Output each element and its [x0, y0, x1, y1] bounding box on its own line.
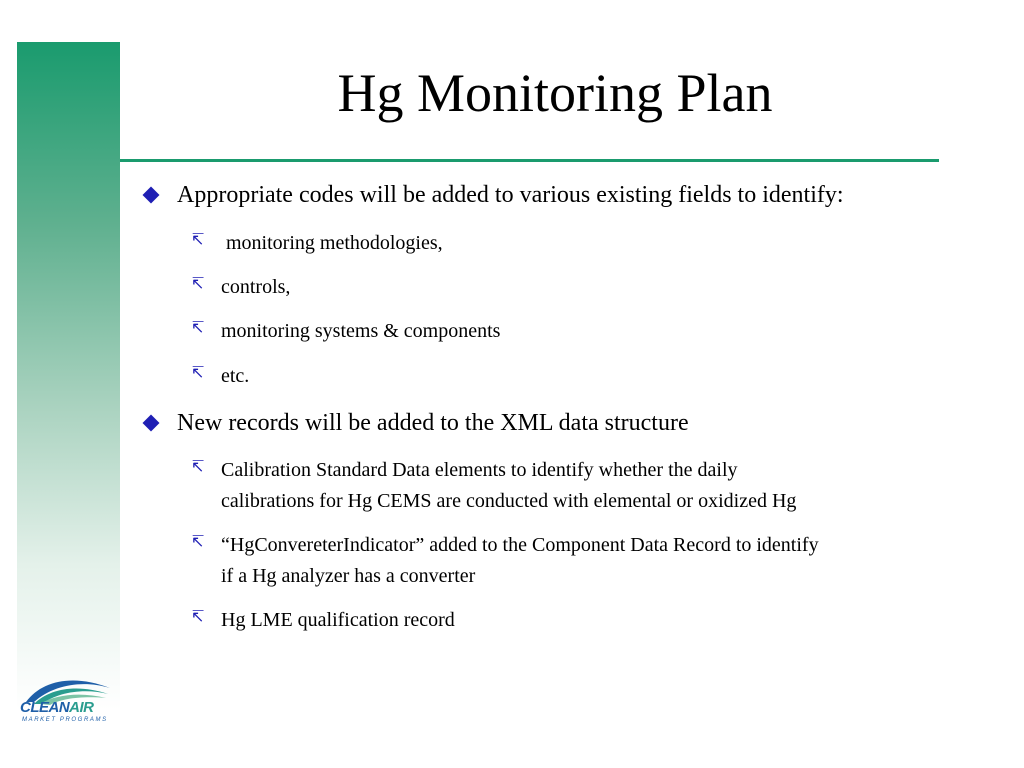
logo-wordmark — [20, 700, 94, 716]
slide-title: Hg Monitoring Plan — [337, 63, 773, 123]
sub-bullet-text: Hg LME qualification record — [221, 609, 455, 631]
sub-bullet-text: “HgConvereterIndicator” added to the Component Data Record to identify if a Hg analyzer has a converter — [221, 534, 819, 587]
sub-bullet-text: Calibration Standard Data elements to identify whether the daily calibrations for Hg CEMS are conducted with elemental or oxidized Hg — [221, 459, 797, 512]
title-underline — [120, 159, 939, 162]
arrow-bullet-icon: ↸ — [191, 230, 205, 249]
green-gradient-sidebar — [17, 42, 120, 768]
arrow-bullet-icon: ↸ — [191, 607, 205, 626]
diamond-bullet-icon — [143, 187, 160, 204]
sub-bullet-text: monitoring methodologies, — [221, 232, 443, 254]
arrow-bullet-icon: ↸ — [191, 457, 205, 476]
sub-bullet-text: monitoring systems & components — [221, 320, 501, 342]
sub-bullet-text: etc. — [221, 365, 250, 387]
logo-air-text: AIR — [69, 699, 94, 716]
diamond-bullet-icon — [143, 415, 160, 432]
logo-clean-text: CLEAN — [20, 699, 70, 716]
logo-subtitle: MARKET PROGRAMS — [22, 717, 108, 723]
arrow-bullet-icon: ↸ — [191, 318, 205, 337]
arrow-bullet-icon: ↸ — [191, 363, 205, 382]
arrow-bullet-icon: ↸ — [191, 274, 205, 293]
bullet-text: New records will be added to the XML data structure — [177, 410, 689, 436]
arrow-bullet-icon: ↸ — [191, 532, 205, 551]
clean-air-logo — [20, 672, 116, 732]
bullet-text: Appropriate codes will be added to various existing fields to identify: — [177, 182, 844, 208]
sub-bullet-text: controls, — [221, 276, 291, 298]
